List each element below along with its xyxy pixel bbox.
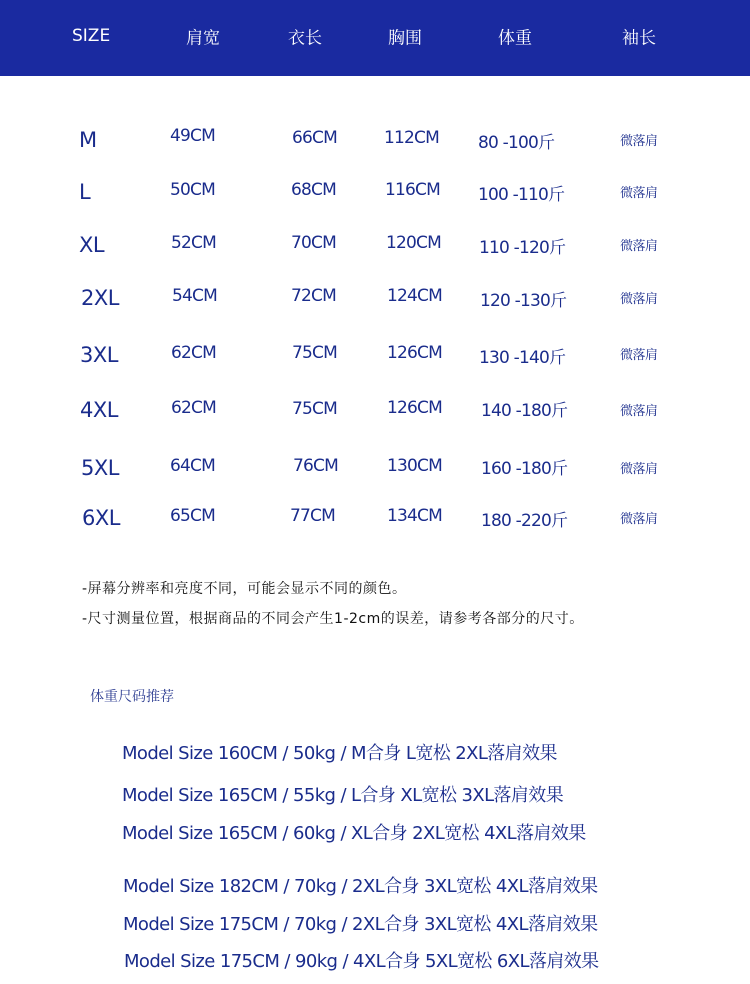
sleeve-cell: 微落肩 bbox=[620, 512, 658, 527]
shoulder-cell: 52CM bbox=[171, 233, 216, 253]
header-chest: 胸围 bbox=[388, 28, 422, 49]
recommendation-title: 体重尺码推荐 bbox=[90, 689, 174, 705]
model-size-line: Model Size 175CM / 90kg / 4XL合身 5XL宽松 6XL落肩效果 bbox=[124, 951, 599, 972]
header-sleeve: 袖长 bbox=[622, 28, 656, 49]
size-cell: 5XL bbox=[81, 456, 119, 480]
weight-cell: 110 -120斤 bbox=[479, 238, 566, 258]
length-cell: 75CM bbox=[292, 343, 337, 363]
table-row bbox=[0, 343, 750, 379]
sleeve-cell: 微落肩 bbox=[620, 239, 658, 254]
weight-cell: 120 -130斤 bbox=[480, 291, 567, 311]
weight-cell: 160 -180斤 bbox=[481, 459, 568, 479]
model-size-line: Model Size 175CM / 70kg / 2XL合身 3XL宽松 4XL落肩效果 bbox=[123, 914, 598, 935]
table-row bbox=[0, 506, 750, 542]
shoulder-cell: 62CM bbox=[171, 398, 216, 418]
size-cell: 3XL bbox=[80, 343, 118, 367]
weight-cell: 130 -140斤 bbox=[479, 348, 566, 368]
length-cell: 76CM bbox=[293, 456, 338, 476]
weight-cell: 140 -180斤 bbox=[481, 401, 568, 421]
model-size-line: Model Size 165CM / 55kg / L合身 XL宽松 3XL落肩效果 bbox=[122, 785, 564, 806]
chest-cell: 112CM bbox=[384, 128, 439, 148]
header-weight: 体重 bbox=[498, 28, 532, 49]
chest-cell: 116CM bbox=[385, 180, 440, 200]
chest-cell: 124CM bbox=[387, 286, 442, 306]
model-size-line: Model Size 182CM / 70kg / 2XL合身 3XL宽松 4XL落肩效果 bbox=[123, 876, 598, 897]
sleeve-cell: 微落肩 bbox=[620, 462, 658, 477]
shoulder-cell: 54CM bbox=[172, 286, 217, 306]
sleeve-cell: 微落肩 bbox=[620, 292, 658, 307]
note-measurement-error: -尺寸测量位置，根据商品的不同会产生1-2cm的误差，请参考各部分的尺寸。 bbox=[82, 611, 584, 627]
length-cell: 77CM bbox=[290, 506, 335, 526]
size-cell: 4XL bbox=[80, 398, 118, 422]
length-cell: 70CM bbox=[291, 233, 336, 253]
sleeve-cell: 微落肩 bbox=[620, 348, 658, 363]
sleeve-cell: 微落肩 bbox=[620, 404, 658, 419]
chest-cell: 130CM bbox=[387, 456, 442, 476]
chest-cell: 120CM bbox=[386, 233, 441, 253]
weight-cell: 100 -110斤 bbox=[478, 185, 565, 205]
size-table-header bbox=[0, 0, 750, 76]
sleeve-cell: 微落肩 bbox=[620, 134, 658, 149]
note-color-difference: -屏幕分辨率和亮度不同，可能会显示不同的颜色。 bbox=[82, 581, 407, 597]
length-cell: 68CM bbox=[291, 180, 336, 200]
table-row bbox=[0, 286, 750, 322]
weight-cell: 80 -100斤 bbox=[478, 133, 555, 153]
length-cell: 72CM bbox=[291, 286, 336, 306]
sleeve-cell: 微落肩 bbox=[620, 186, 658, 201]
shoulder-cell: 64CM bbox=[170, 456, 215, 476]
model-size-line: Model Size 165CM / 60kg / XL合身 2XL宽松 4XL落肩效果 bbox=[122, 823, 586, 844]
shoulder-cell: 65CM bbox=[170, 506, 215, 526]
size-cell: 2XL bbox=[81, 286, 119, 310]
table-row bbox=[0, 398, 750, 434]
length-cell: 66CM bbox=[292, 128, 337, 148]
size-cell: L bbox=[79, 180, 91, 204]
shoulder-cell: 49CM bbox=[170, 126, 215, 146]
table-row bbox=[0, 456, 750, 492]
size-cell: 6XL bbox=[82, 506, 120, 530]
header-length: 衣长 bbox=[288, 28, 322, 49]
table-row bbox=[0, 128, 750, 164]
table-row bbox=[0, 233, 750, 269]
table-row bbox=[0, 180, 750, 216]
chest-cell: 126CM bbox=[387, 343, 442, 363]
shoulder-cell: 62CM bbox=[171, 343, 216, 363]
header-size: SIZE bbox=[72, 26, 111, 46]
chest-cell: 134CM bbox=[387, 506, 442, 526]
weight-cell: 180 -220斤 bbox=[481, 511, 568, 531]
chest-cell: 126CM bbox=[387, 398, 442, 418]
length-cell: 75CM bbox=[292, 399, 337, 419]
size-cell: M bbox=[79, 128, 97, 152]
size-cell: XL bbox=[79, 233, 105, 257]
model-size-line: Model Size 160CM / 50kg / M合身 L宽松 2XL落肩效果 bbox=[122, 743, 557, 764]
shoulder-cell: 50CM bbox=[170, 180, 215, 200]
header-shoulder: 肩宽 bbox=[186, 28, 220, 49]
